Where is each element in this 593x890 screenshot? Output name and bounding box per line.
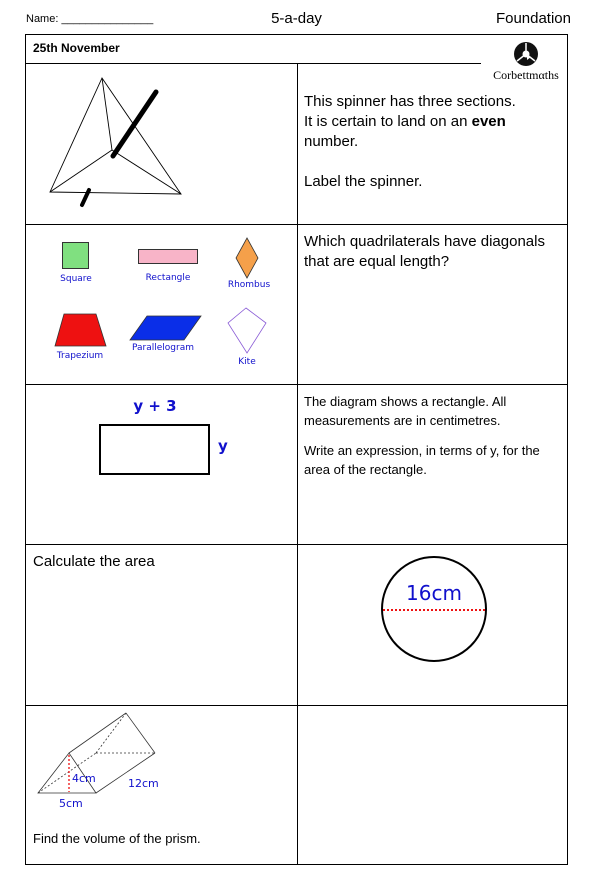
q3-text	[304, 392, 554, 479]
date-label: 25th November	[33, 41, 120, 55]
trapezium-shape	[54, 313, 108, 347]
q1-line2: It is certain to land on an even	[304, 113, 506, 130]
q1-instruction: Label the spinner.	[304, 173, 423, 190]
worksheet-title: 5-a-day	[271, 10, 322, 27]
q1-line1: This spinner has three sections.	[304, 93, 516, 110]
parallelogram-label: Parallelogram	[132, 343, 194, 353]
column-divider	[297, 63, 298, 865]
q3-text1: The diagram shows a rectangle. All measurements are in centimetres.	[304, 394, 507, 428]
q3-text2: Write an expression, in terms of y, for the area of the rectangle.	[304, 443, 540, 477]
q5-prompt: Find the volume of the prism.	[33, 831, 201, 846]
diameter-label: 16cm	[406, 581, 462, 605]
q1-text	[304, 92, 564, 192]
q1-line3: number.	[304, 133, 359, 150]
logo-text: Corbettmαths	[493, 68, 559, 82]
name-field-label: Name: _______________	[26, 13, 154, 25]
prism-base-label: 5cm	[59, 797, 83, 810]
spinner-diagram	[40, 72, 190, 212]
kite-shape	[226, 307, 268, 355]
level-label: Foundation	[495, 10, 571, 27]
date-row-divider	[25, 63, 481, 64]
rectangle-label: Rectangle	[145, 273, 191, 283]
square-shape	[62, 242, 89, 269]
prism-height-label: 4cm	[72, 772, 96, 785]
logo-emblem-icon	[486, 40, 566, 68]
q4-prompt: Calculate the area	[33, 553, 155, 570]
rhombus-shape	[235, 237, 259, 279]
rectangle-side-label: y	[218, 437, 228, 455]
rectangle-diagram	[99, 424, 210, 475]
rhombus-label: Rhombus	[227, 280, 271, 290]
circle-diagram	[379, 554, 489, 664]
trapezium-label: Trapezium	[56, 351, 104, 361]
q2-question: Which quadrilaterals have diagonals that are equal length?	[304, 233, 545, 270]
spinner-pointer	[113, 92, 156, 156]
rectangle-top-label: y + 3	[133, 397, 177, 415]
kite-label: Kite	[238, 357, 256, 367]
prism-length-label: 12cm	[128, 777, 159, 790]
q1-bold-even: even	[471, 113, 506, 130]
rectangle-shape	[138, 249, 198, 264]
square-label: Square	[60, 274, 92, 284]
corbettmaths-logo	[486, 40, 566, 86]
parallelogram-shape	[129, 315, 203, 341]
